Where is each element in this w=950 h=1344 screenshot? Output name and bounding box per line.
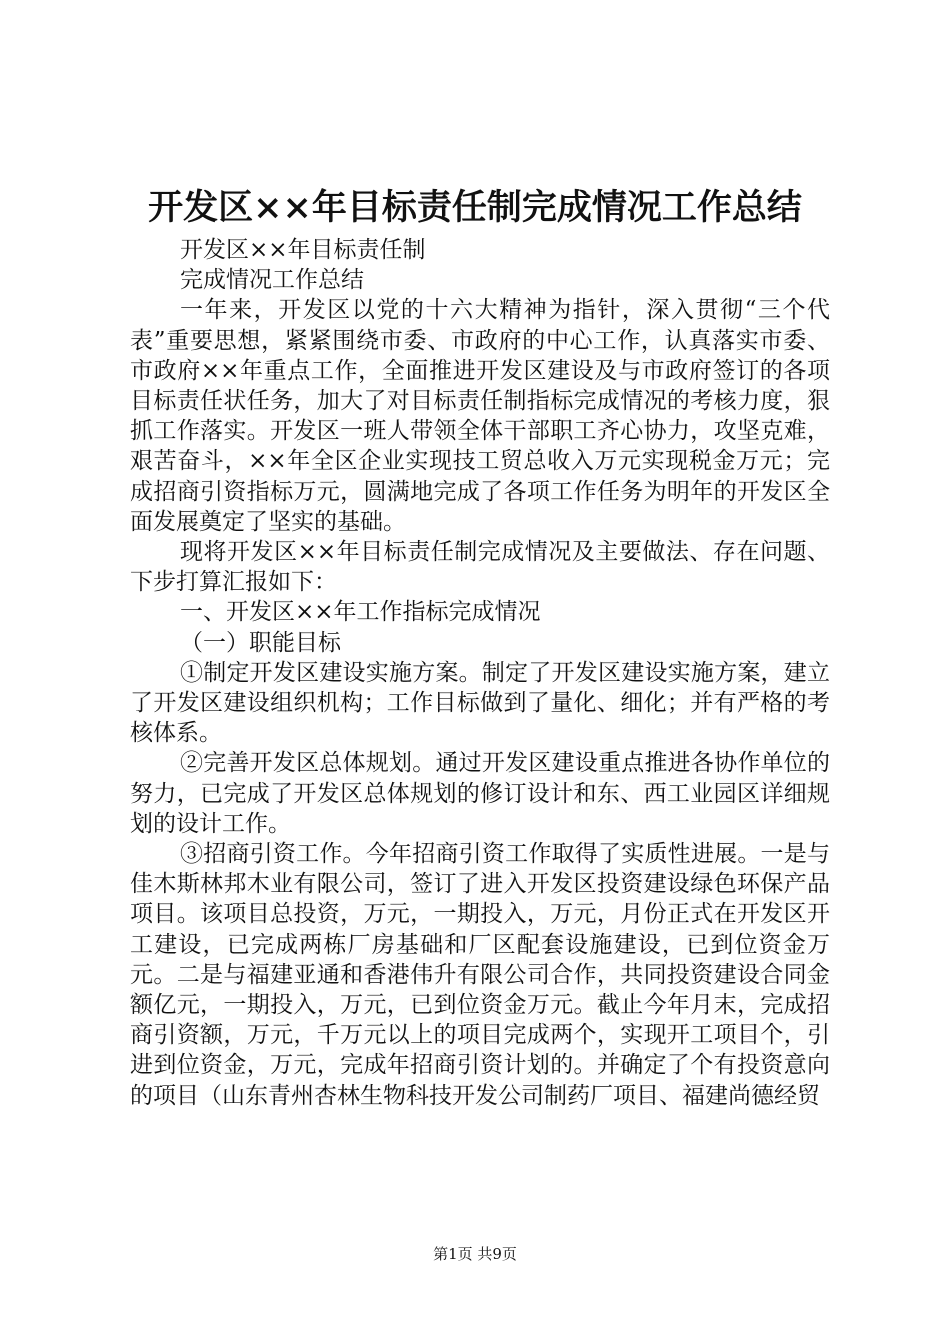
page-number-footer: 第1页 共9页 bbox=[433, 1245, 517, 1263]
paragraph-subtitle-line2: 完成情况工作总结 bbox=[180, 267, 364, 294]
paragraph-subtitle-line1: 开发区××年目标责任制 bbox=[180, 237, 426, 263]
subsection-heading-1: （一）职能目标 bbox=[180, 629, 341, 656]
section-heading-1: 一、开发区××年工作指标完成情况 bbox=[180, 599, 541, 626]
paragraph-item-2: ②完善开发区总体规划。通过开发区建设重点推进各协作单位的努力，已完成了开发区总体规划的修订设计和东、西工业园区详细规划的设计工作。 bbox=[130, 750, 830, 837]
paragraph-report-intro: 现将开发区××年目标责任制完成情况及主要做法、存在问题、下步打算汇报如下： bbox=[130, 539, 830, 596]
document-title: 开发区××年目标责任制完成情况工作总结 bbox=[148, 187, 802, 228]
paragraph-item-1: ①制定开发区建设实施方案。制定了开发区建设实施方案，建立了开发区建设组织机构；工作目标做到了量化、细化；并有严格的考核体系。 bbox=[130, 659, 830, 747]
paragraph-item-3: ③招商引资工作。今年招商引资工作取得了实质性进展。一是与佳木斯林邦木业有限公司，签订了进入开发区投资建设绿色环保产品项目。该项目总投资，万元，一期投入，万元，月份正式在开发区开工建设，已完成两栋厂房基础和厂区配套设施建设，已到位资金万元。二是与福建亚通和香港伟升有限公司合作，共同投资建设合同金额亿元，一期投入，万元，已到位资金万元。截止今年月末，完成招商引资额，万元，千万元以上的项目完成两个，实现开工项目个，引进到位资金，万元，完成年招商引资计划的。并确定了个有投资意向的项目（山东青州杏林生物科技开发公司制药厂项目、福建尚德经贸 bbox=[130, 841, 830, 1109]
document-body bbox=[130, 235, 830, 1111]
paragraph-intro: 一年来，开发区以党的十六大精神为指针，深入贯彻“三个代表”重要思想，紧紧围绕市委、市政府的中心工作，认真落实市委、市政府××年重点工作，全面推进开发区建设及与市政府签订的各项目标责任状任务，加大了对目标责任制指标完成情况的考核力度，狠抓工作落实。开发区一班人带领全体干部职工齐心协力，攻坚克难，艰苦奋斗，××年全区企业实现技工贸总收入万元实现税金万元；完成招商引资指标万元，圆满地完成了各项工作任务为明年的开发区全面发展奠定了坚实的基础。 bbox=[130, 297, 830, 535]
